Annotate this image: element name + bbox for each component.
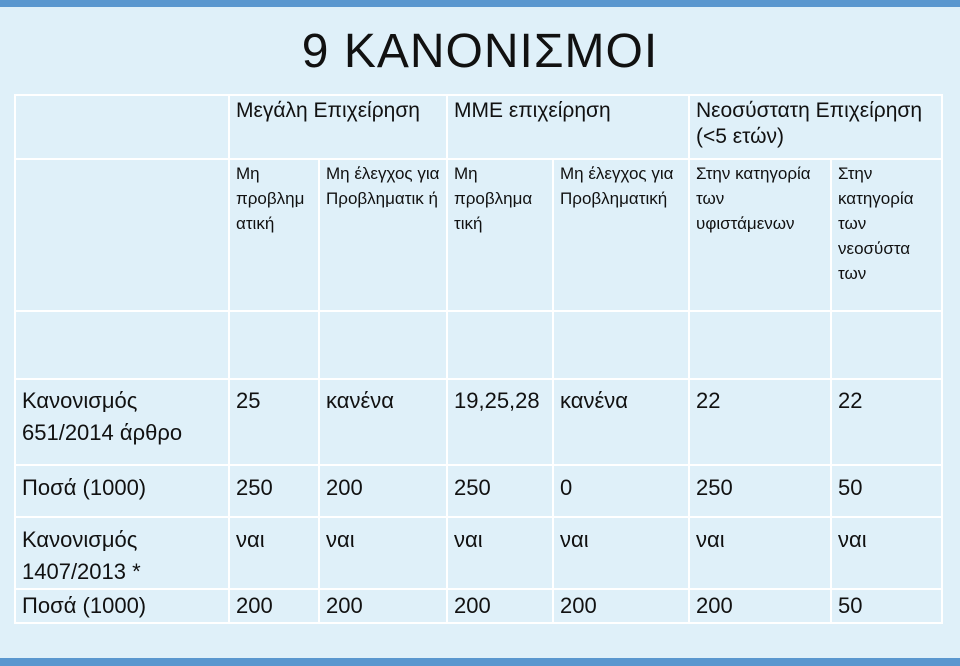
empty-cell (229, 311, 319, 379)
empty-cell (447, 311, 553, 379)
table-cell: 200 (319, 589, 447, 623)
header-startup: Νεοσύστατη Επιχείρηση (<5 ετών) (689, 95, 942, 159)
table-cell: 50 (831, 465, 942, 517)
spacer-row (15, 311, 942, 379)
bottom-accent-bar (0, 658, 960, 666)
table-cell: ναι (447, 517, 553, 589)
regulations-table (14, 94, 943, 624)
subheader-cell: Μη έλεγχος για Προβληματικ ή (319, 159, 447, 311)
empty-cell (831, 311, 942, 379)
header-sme: ΜΜΕ επιχείρηση (447, 95, 689, 159)
subheader-cell: Στην κατηγορία των νεοσύστα των (831, 159, 942, 311)
page-title: 9 ΚΑΝΟΝΙΣΜΟΙ (301, 25, 659, 78)
header-large-enterprise: Μεγάλη Επιχείρηση (229, 95, 447, 159)
table-cell: 200 (447, 589, 553, 623)
table-cell: 200 (689, 589, 831, 623)
row-label: Κανονισμός 651/2014 άρθρο (15, 379, 229, 465)
subheader-cell: Μη έλεγχος για Προβληματική (553, 159, 689, 311)
header-empty-cell (15, 95, 229, 159)
table-cell: ναι (319, 517, 447, 589)
table-cell: κανένα (319, 379, 447, 465)
table-cell: ναι (831, 517, 942, 589)
table-cell: ναι (689, 517, 831, 589)
empty-cell (319, 311, 447, 379)
top-accent-bar (0, 0, 960, 7)
row-label: Κανονισμός 1407/2013 * (15, 517, 229, 589)
table-cell: 250 (689, 465, 831, 517)
table-cell: 22 (689, 379, 831, 465)
table-cell: 50 (831, 589, 942, 623)
table-cell: 0 (553, 465, 689, 517)
table-cell: 250 (229, 465, 319, 517)
table-row (15, 589, 942, 623)
header-row (15, 95, 942, 159)
subheader-empty-cell (15, 159, 229, 311)
subheader-cell: Στην κατηγορία των υφιστάμενων (689, 159, 831, 311)
empty-cell (553, 311, 689, 379)
table-cell: 250 (447, 465, 553, 517)
table-row (15, 379, 942, 465)
table-cell: κανένα (553, 379, 689, 465)
subheader-cell: Μη προβλημα τική (447, 159, 553, 311)
table-row (15, 465, 942, 517)
table-cell: 22 (831, 379, 942, 465)
table-cell: 200 (553, 589, 689, 623)
table-cell: ναι (553, 517, 689, 589)
subheader-cell: Μη προβλημ ατική (229, 159, 319, 311)
row-label: Ποσά (1000) (15, 465, 229, 517)
table-cell: 25 (229, 379, 319, 465)
table-cell: ναι (229, 517, 319, 589)
table-row (15, 517, 942, 589)
empty-cell (689, 311, 831, 379)
empty-cell (15, 311, 229, 379)
table-cell: 200 (319, 465, 447, 517)
table-cell: 200 (229, 589, 319, 623)
table-cell: 19,25,28 (447, 379, 553, 465)
subheader-row (15, 159, 942, 311)
row-label: Ποσά (1000) (15, 589, 229, 623)
